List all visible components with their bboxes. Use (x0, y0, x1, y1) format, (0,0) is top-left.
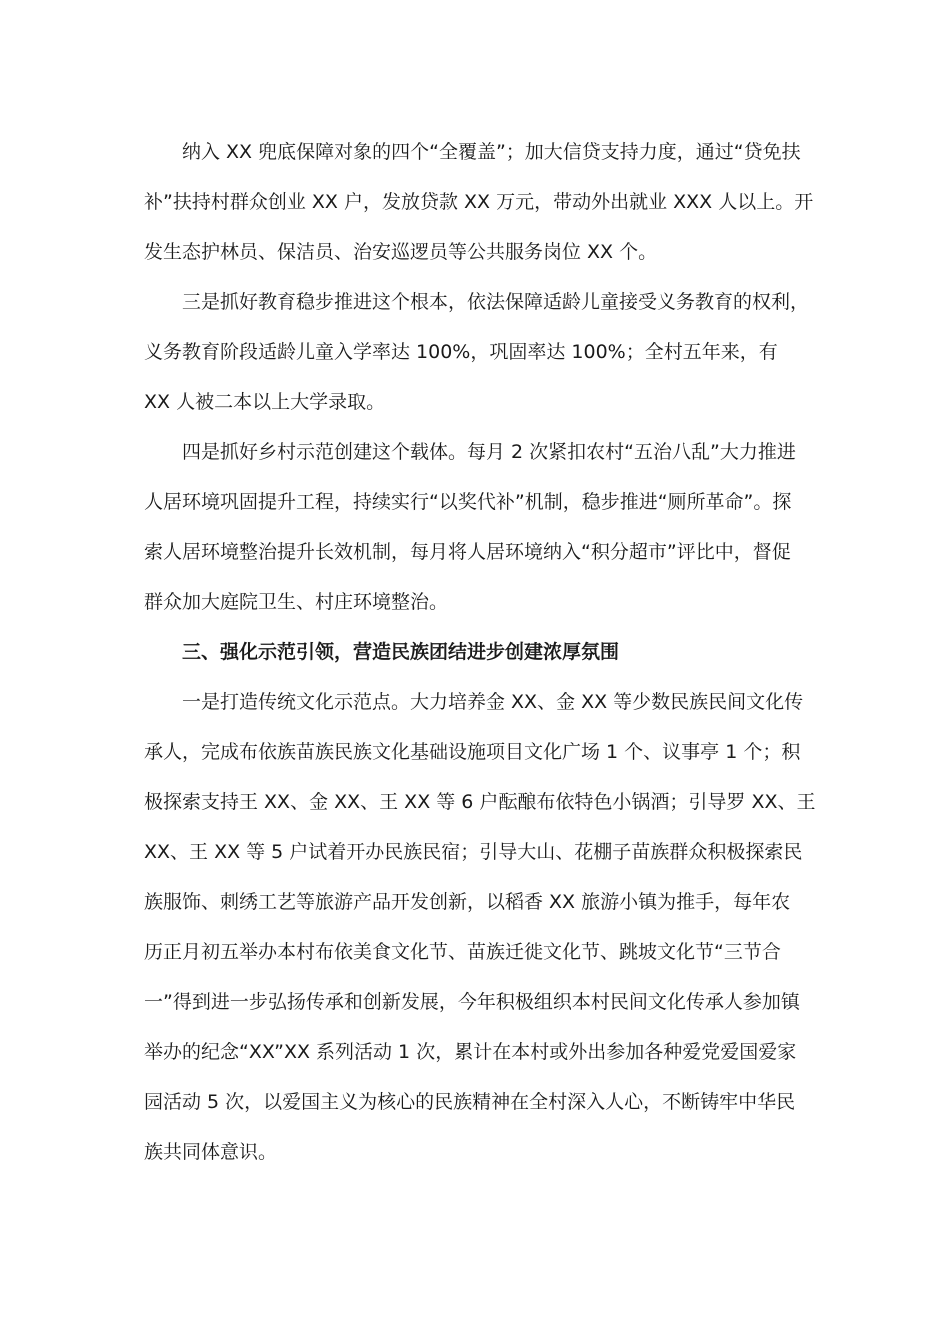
text-line: 义务教育阶段适龄儿童入学率达 100%，巩固率达 100%；全村五年来，有 (144, 341, 778, 363)
paragraph-traditional-culture (144, 677, 816, 1177)
text-line: 举办的纪念“XX”XX 系列活动 1 次，累计在本村或外出参加各种爱党爱国爱家 (144, 1041, 797, 1063)
text-line: 索人居环境整治提升长效机制，每月将人居环境纳入“积分超市”评比中，督促 (144, 541, 791, 563)
text-line: 纳入 XX 兜底保障对象的四个“全覆盖”；加大信贷支持力度，通过“贷免扶 (144, 141, 801, 163)
text-line: XX、王 XX 等 5 户试着开办民族民宿；引导大山、花棚子苗族群众积极探索民 (144, 841, 803, 863)
text-line: 发生态护林员、保洁员、治安巡逻员等公共服务岗位 XX 个。 (144, 241, 658, 263)
text-line: 人居环境巩固提升工程，持续实行“以奖代补”机制，稳步推进“厕所革命”。探 (144, 491, 792, 513)
text-line: XX 人被二本以上大学录取。 (144, 391, 386, 413)
text-line: 历正月初五举办本村布依美食文化节、苗族迁徙文化节、跳坡文化节“三节合 (144, 941, 781, 963)
document-body (144, 127, 816, 1177)
paragraph-social-security (144, 127, 812, 277)
text-line: 族共同体意识。 (144, 1141, 278, 1163)
text-line: 群众加大庭院卫生、村庄环境整治。 (144, 591, 449, 613)
text-line: 园活动 5 次，以爱国主义为核心的民族精神在全村深入人心，不断铸牢中华民 (144, 1091, 796, 1113)
text-line: 一是打造传统文化示范点。大力培养金 XX、金 XX 等少数民族民间文化传 (144, 691, 804, 713)
text-line: 族服饰、刺绣工艺等旅游产品开发创新，以稻香 XX 旅游小镇为推手，每年农 (144, 891, 791, 913)
text-line: 极探索支持王 XX、金 XX、王 XX 等 6 户酝酿布依特色小锅酒；引导罗 XX、王 (144, 791, 816, 813)
text-line: 承人，完成布依族苗族民族文化基础设施项目文化广场 1 个、议事亭 1 个；积 (144, 741, 801, 763)
paragraph-education (144, 277, 812, 427)
heading-text: 三、强化示范引领，营造民族团结进步创建浓厚氛围 (144, 641, 620, 663)
paragraph-village-demonstration (144, 427, 812, 627)
section-heading (144, 627, 812, 677)
text-line: 补”扶持村群众创业 XX 户，发放贷款 XX 万元，带动外出就业 XXX 人以上。开 (144, 191, 814, 213)
text-line: 一”得到进一步弘扬传承和创新发展，今年积极组织本村民间文化传承人参加镇 (144, 991, 800, 1013)
text-line: 三是抓好教育稳步推进这个根本，依法保障适龄儿童接受义务教育的权利， (144, 291, 810, 313)
text-line: 四是抓好乡村示范创建这个载体。每月 2 次紧扣农村“五治八乱”大力推进 (144, 441, 796, 463)
